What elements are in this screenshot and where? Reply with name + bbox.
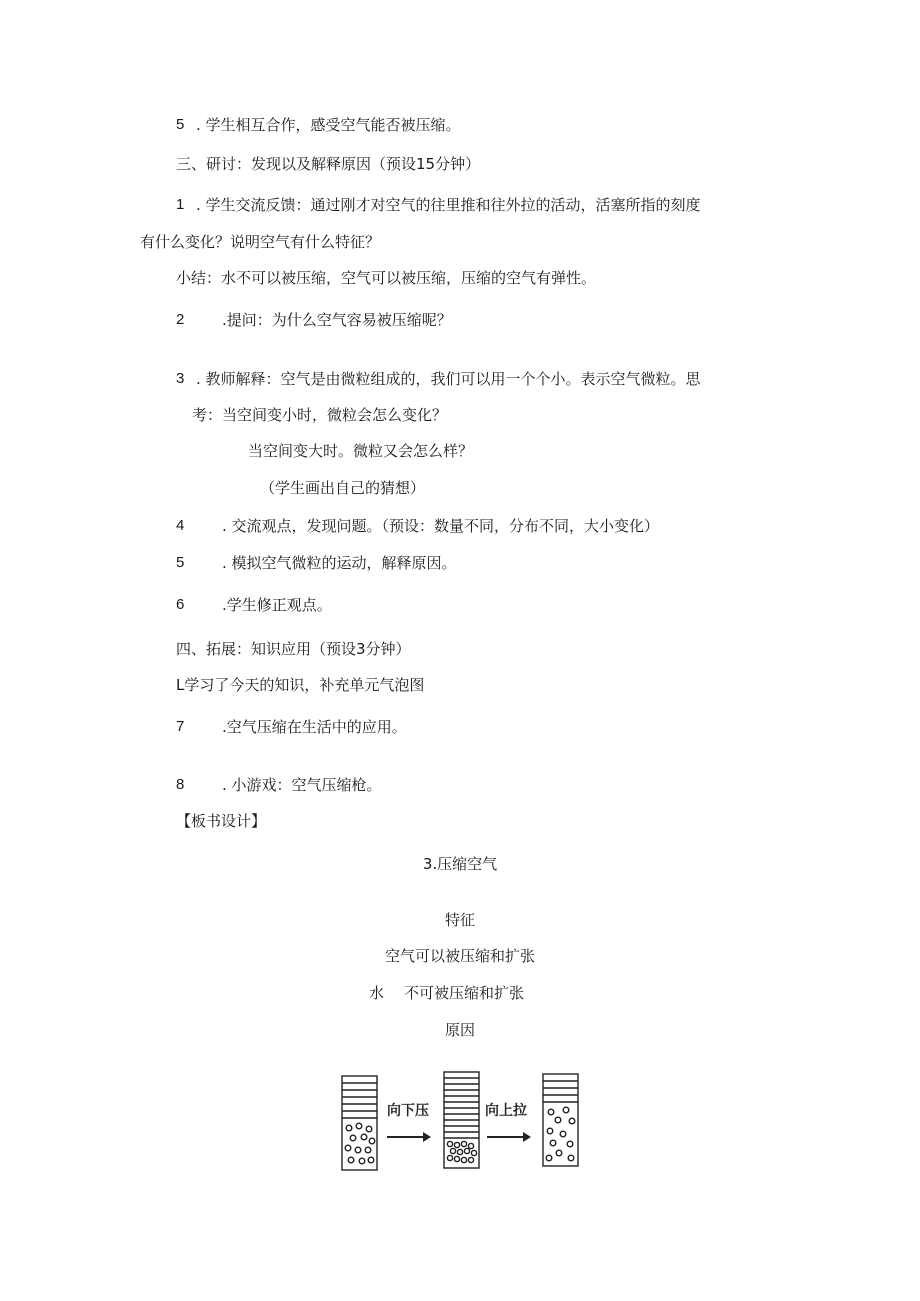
arrow-right-icon — [487, 1132, 531, 1142]
item-text: . 学生交流反馈：通过刚才对空气的往里推和往外拉的活动，活塞所指的刻度 — [196, 196, 701, 214]
item-number: 8 — [176, 776, 185, 793]
summary-text: 小结：水不可以被压缩，空气可以被压缩，压缩的空气有弹性。 — [176, 269, 597, 287]
item-text: .学生修正观点。 — [222, 596, 332, 614]
item-number: 5 — [176, 116, 185, 133]
item-number: 2 — [176, 311, 185, 328]
item-text-continued: 有什么变化？说明空气有什么特征？ — [140, 233, 381, 251]
item-text-continued: 考：当空间变小时，微粒会怎么变化？ — [192, 406, 448, 424]
item-number: 5 — [176, 554, 185, 571]
item-number: 3 — [176, 370, 185, 387]
board-water-label: 水 — [369, 984, 385, 1002]
item-text: L学习了今天的知识，补充单元气泡图 — [176, 676, 425, 694]
cylinder-initial — [342, 1076, 377, 1170]
item-text: . 学生相互合作，感受空气能否被压缩。 — [196, 116, 461, 134]
item-text-continued: 当空间变大时。微粒又会怎么样？ — [248, 442, 474, 460]
particle-compression-diagram — [330, 1068, 590, 1178]
board-feature-label: 特征 — [444, 911, 475, 929]
cylinder-expanded — [543, 1074, 578, 1166]
item-text: .空气压缩在生活中的应用。 — [222, 718, 407, 736]
item-number: 4 — [176, 517, 185, 534]
item-text: . 模拟空气微粒的运动，解释原因。 — [222, 554, 457, 572]
board-water-text: 不可被压缩和扩张 — [404, 984, 525, 1002]
arrow-label-press-down: 向下压 — [387, 1103, 429, 1119]
item-number: 6 — [176, 596, 185, 613]
item-text: . 小游戏：空气压缩枪。 — [222, 776, 382, 794]
board-title: 3.压缩空气 — [422, 855, 498, 873]
item-text: .提问：为什么空气容易被压缩呢？ — [222, 311, 452, 329]
section-heading: 四、拓展：知识应用（预设3分钟） — [176, 640, 411, 658]
item-number: 1 — [176, 196, 185, 213]
section-heading: 三、研讨：发现以及解释原因（预设15分钟） — [176, 155, 481, 173]
item-text-continued: （学生画出自己的猜想） — [260, 479, 426, 497]
item-text: . 教师解释：空气是由微粒组成的，我们可以用一个个小。表示空气微粒。思 — [196, 370, 701, 388]
item-text: . 交流观点，发现问题。（预设：数量不同，分布不同，大小变化） — [222, 517, 660, 535]
arrow-right-icon — [387, 1132, 431, 1142]
arrow-label-pull-up: 向上拉 — [485, 1103, 527, 1119]
board-air-line: 空气可以被压缩和扩张 — [384, 947, 535, 965]
board-heading: 【板书设计】 — [176, 812, 267, 830]
item-number: 7 — [176, 718, 185, 735]
board-reason-label: 原因 — [444, 1021, 475, 1039]
cylinder-compressed — [444, 1072, 479, 1168]
